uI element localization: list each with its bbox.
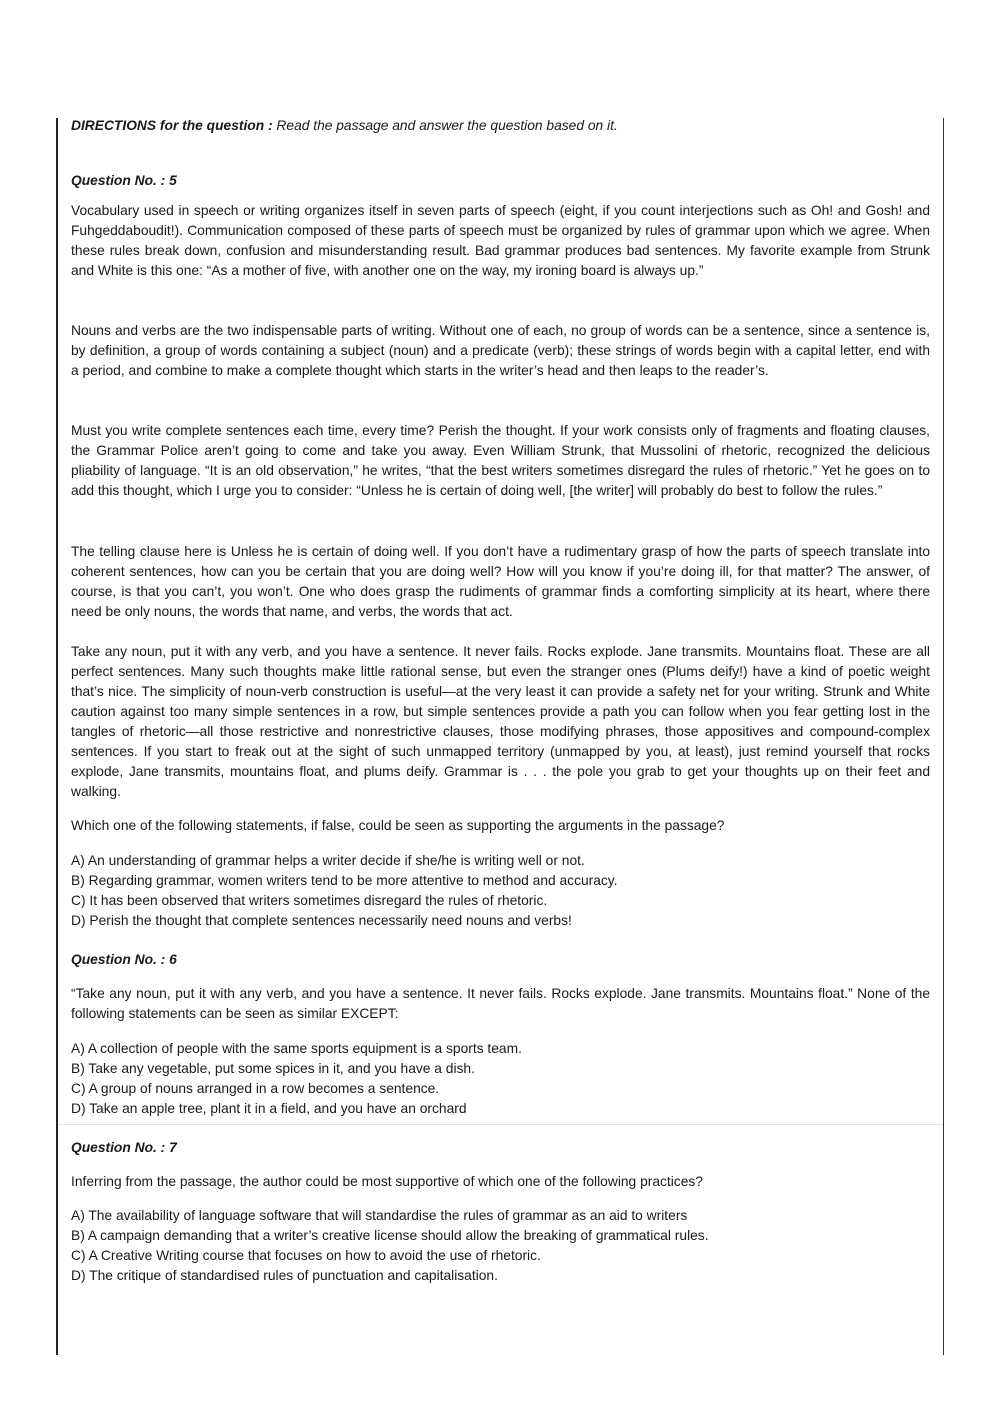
- directions-text: Read the passage and answer the question based on it.: [272, 118, 618, 133]
- question-6-options: [71, 1039, 930, 1119]
- passage-paragraph-1: Vocabulary used in speech or writing organizes itself in seven parts of speech (eight, if you count interjections such as Oh! and Gosh! and Fuhgeddaboudit!). Communication composed of these parts of speech must be organized by rules of grammar upon which we agree. When these rules break down, confusion and misunderstanding result. Bad grammar produces bad sentences. My favorite example from Strunk and White is this one: “As a mother of five, with another one on the way, my ironing board is always up.”: [71, 203, 930, 278]
- question-7-option-a[interactable]: A) The availability of language software that will standardise the rules of grammar as an aid to writers: [71, 1208, 688, 1223]
- passage-paragraph-4: The telling clause here is Unless he is certain of doing well. If you don’t have a rudimentary grasp of how the parts of speech translate into coherent sentences, how can you be certain that you are doing well? How will you know if you’re doing ill, for that matter? The answer, of course, is that you can’t, you won’t. One who does grasp the rudiments of grammar finds a comforting simplicity at its heart, where there need be only nouns, the words that name, and verbs, the words that act.: [71, 544, 930, 619]
- question-5-heading: Question No. : 5: [71, 173, 177, 188]
- question-5-option-d[interactable]: D) Perish the thought that complete sentences necessarily need nouns and verbs!: [71, 913, 572, 928]
- section-divider: [58, 1124, 943, 1125]
- question-7-option-c[interactable]: C) A Creative Writing course that focuses on how to avoid the use of rhetoric.: [71, 1248, 541, 1263]
- question-6-option-a[interactable]: A) A collection of people with the same sports equipment is a sports team.: [71, 1041, 522, 1056]
- question-7-text: Inferring from the passage, the author could be most supportive of which one of the following practices?: [71, 1174, 703, 1189]
- question-6-option-b[interactable]: B) Take any vegetable, put some spices in it, and you have a dish.: [71, 1061, 475, 1076]
- page-border-right: [943, 118, 944, 1355]
- passage-paragraph-2: Nouns and verbs are the two indispensable parts of writing. Without one of each, no group of words can be a sentence, since a sentence is, by definition, a group of words containing a subject (noun) and a predicate (verb); these strings of words begin with a capital letter, end with a period, and combine to make a complete thought which starts in the writer’s head and then leaps to the reader’s.: [71, 323, 930, 378]
- question-7-options: [71, 1206, 930, 1286]
- question-6-text: “Take any noun, put it with any verb, and you have a sentence. It never fails. Rocks explode. Jane transmits. Mountains float.” None of the following statements can be seen as similar EXCEPT:: [71, 986, 930, 1021]
- question-5-option-c[interactable]: C) It has been observed that writers sometimes disregard the rules of rhetoric.: [71, 893, 548, 908]
- question-5-options: [71, 851, 930, 931]
- passage-paragraph-5: Take any noun, put it with any verb, and you have a sentence. It never fails. Rocks explode. Jane transmits. Mountains float. These are all perfect sentences. Many such thoughts make little rational sense, but even the stranger ones (Plums deify!) have a kind of poetic weight that’s nice. The simplicity of noun-verb construction is useful—at the very least it can provide a safety net for your writing. Strunk and White caution against too many simple sentences in a row, but simple sentences provide a path you can follow when you fear getting lost in the tangles of rhetoric—all those restrictive and nonrestrictive clauses, those modifying phrases, those appositives and compound-complex sentences. If you start to freak out at the sight of such unmapped territory (unmapped by you, at least), just remind yourself that rocks explode, Jane transmits, mountains float, and plums deify. Grammar is . . . the pole you grab to get your thoughts up on their feet and walking.: [71, 644, 930, 799]
- question-6-heading: Question No. : 6: [71, 952, 177, 967]
- page-border-left: [56, 118, 58, 1355]
- question-7-option-d[interactable]: D) The critique of standardised rules of punctuation and capitalisation.: [71, 1268, 498, 1283]
- directions: [71, 118, 930, 134]
- passage-paragraph-3: Must you write complete sentences each time, every time? Perish the thought. If your work consists only of fragments and floating clauses, the Grammar Police aren’t going to come and take you away. Even William Strunk, that Mussolini of rhetoric, recognized the delicious pliability of language. “It is an old observation,” he writes, “that the best writers sometimes disregard the rules of rhetoric.” Yet he goes on to add this thought, which I urge you to consider: “Unless he is certain of doing well, [the writer] will probably do best to follow the rules.”: [71, 423, 930, 498]
- question-7-heading: Question No. : 7: [71, 1140, 177, 1155]
- directions-label: DIRECTIONS for the question :: [71, 118, 273, 133]
- question-6-option-d[interactable]: D) Take an apple tree, plant it in a field, and you have an orchard: [71, 1101, 467, 1116]
- question-5-text: Which one of the following statements, if false, could be seen as supporting the arguments in the passage?: [71, 818, 725, 833]
- question-5-option-b[interactable]: B) Regarding grammar, women writers tend to be more attentive to method and accuracy.: [71, 873, 618, 888]
- question-6-option-c[interactable]: C) A group of nouns arranged in a row becomes a sentence.: [71, 1081, 440, 1096]
- question-5-option-a[interactable]: A) An understanding of grammar helps a writer decide if she/he is writing well or not.: [71, 853, 585, 868]
- question-7-option-b[interactable]: B) A campaign demanding that a writer’s creative license should allow the breaking of grammatical rules.: [71, 1228, 709, 1243]
